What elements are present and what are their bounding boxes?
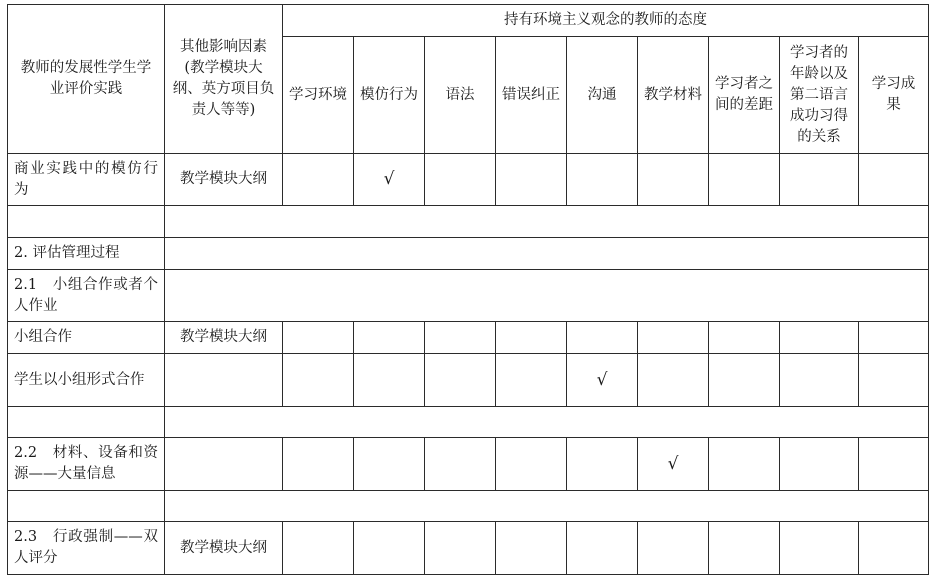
cell-grammar [425, 322, 496, 354]
cell-learning-environment [283, 522, 354, 575]
row-factor [165, 354, 283, 407]
cell-learning-environment [283, 438, 354, 491]
cell-grammar [425, 354, 496, 407]
subheader-learner-differences: 学习者之间的差距 [709, 37, 780, 154]
header-practice: 教师的发展性学生学业评价实践 [8, 5, 165, 154]
cell-teaching-materials [638, 154, 709, 206]
cell-imitation [354, 438, 425, 491]
cell-error-correction [496, 438, 567, 491]
check-mark: √ [567, 354, 638, 407]
subheader-error-correction: 错误纠正 [496, 37, 567, 154]
table-row-section [8, 238, 929, 270]
row-merged-cell [165, 407, 929, 438]
cell-communication [567, 522, 638, 575]
subheader-grammar: 语法 [425, 37, 496, 154]
table-row [8, 438, 929, 491]
cell-learning-outcomes [859, 438, 929, 491]
cell-communication [567, 322, 638, 354]
cell-learning-environment [283, 322, 354, 354]
cell-age-sla [780, 354, 859, 407]
cell-error-correction [496, 522, 567, 575]
row-factor: 教学模块大纲 [165, 154, 283, 206]
cell-imitation [354, 354, 425, 407]
cell-grammar [425, 438, 496, 491]
table-row [8, 154, 929, 206]
cell-learning-outcomes [859, 322, 929, 354]
row-factor: 教学模块大纲 [165, 322, 283, 354]
cell-teaching-materials [638, 354, 709, 407]
table-row [8, 354, 929, 407]
check-mark: √ [638, 438, 709, 491]
cell-imitation [354, 522, 425, 575]
subsection-heading: 2.1 小组合作或者个人作业 [8, 270, 165, 322]
header-row-1 [8, 5, 929, 37]
cell-communication [567, 438, 638, 491]
table-row-blank [8, 206, 929, 238]
cell-error-correction [496, 322, 567, 354]
cell-learner-differences [709, 438, 780, 491]
cell-learner-differences [709, 354, 780, 407]
header-other-factors: 其他影响因素(教学模块大纲、英方项目负责人等等) [165, 5, 283, 154]
subheader-imitation: 模仿行为 [354, 37, 425, 154]
row-merged-cell [165, 206, 929, 238]
row-label: 商业实践中的模仿行为 [8, 154, 165, 206]
cell-grammar [425, 154, 496, 206]
header-teacher-attitude: 持有环境主义观念的教师的态度 [283, 5, 929, 37]
section-heading: 2. 评估管理过程 [8, 238, 165, 270]
row-factor [165, 438, 283, 491]
cell-learning-outcomes [859, 354, 929, 407]
cell-learning-outcomes [859, 522, 929, 575]
subsection-heading: 2.3 行政强制——双人评分 [8, 522, 165, 575]
subheader-teaching-materials: 教学材料 [638, 37, 709, 154]
cell-communication [567, 154, 638, 206]
row-factor: 教学模块大纲 [165, 522, 283, 575]
cell-teaching-materials [638, 522, 709, 575]
row-label [8, 407, 165, 438]
subheader-communication: 沟通 [567, 37, 638, 154]
cell-learner-differences [709, 154, 780, 206]
cell-learning-environment [283, 354, 354, 407]
cell-learner-differences [709, 322, 780, 354]
table-row-blank [8, 407, 929, 438]
cell-age-sla [780, 438, 859, 491]
row-merged-cell [165, 238, 929, 270]
row-merged-cell [165, 270, 929, 322]
subheader-learning-environment: 学习环境 [283, 37, 354, 154]
subheader-learning-outcomes: 学习成果 [859, 37, 929, 154]
cell-teaching-materials [638, 322, 709, 354]
cell-error-correction [496, 354, 567, 407]
cell-age-sla [780, 522, 859, 575]
cell-age-sla [780, 322, 859, 354]
table-row-subsection [8, 270, 929, 322]
row-label [8, 491, 165, 522]
table-row [8, 522, 929, 575]
subsection-heading: 2.2 材料、设备和资源——大量信息 [8, 438, 165, 491]
table-row-blank [8, 491, 929, 522]
cell-learner-differences [709, 522, 780, 575]
row-label: 学生以小组形式合作 [8, 354, 165, 407]
cell-learning-environment [283, 154, 354, 206]
subheader-age-sla: 学习者的年龄以及第二语言成功习得的关系 [780, 37, 859, 154]
row-label: 小组合作 [8, 322, 165, 354]
row-label [8, 206, 165, 238]
evaluation-table [7, 4, 929, 575]
cell-learning-outcomes [859, 154, 929, 206]
cell-age-sla [780, 154, 859, 206]
row-merged-cell [165, 491, 929, 522]
cell-grammar [425, 522, 496, 575]
cell-imitation [354, 322, 425, 354]
table-row [8, 322, 929, 354]
cell-error-correction [496, 154, 567, 206]
check-mark: √ [354, 154, 425, 206]
